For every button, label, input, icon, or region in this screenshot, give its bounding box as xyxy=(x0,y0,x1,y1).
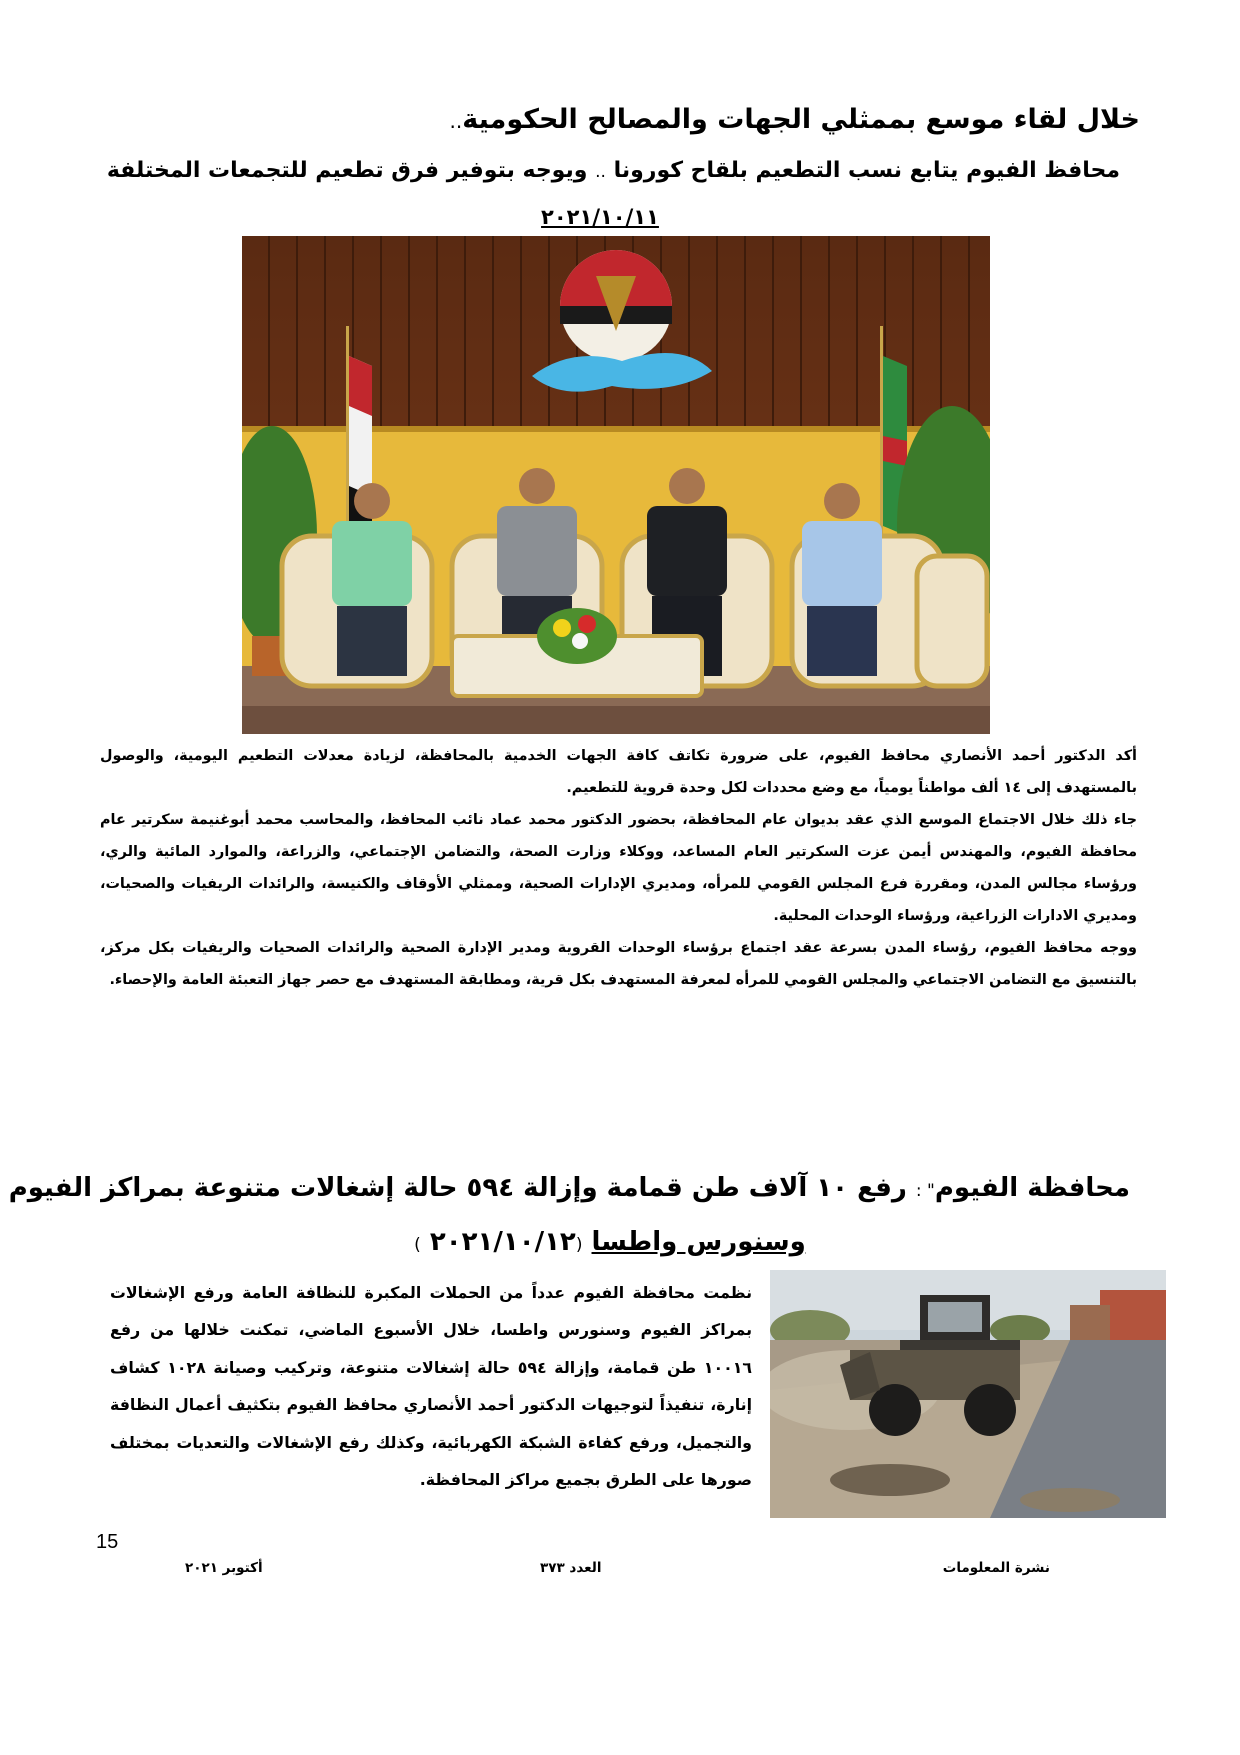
article2-date-open: ( xyxy=(575,1235,583,1255)
footer-month: أكتوبر ٢٠٢١ xyxy=(185,1560,263,1576)
article1-paragraph-1: أكد الدكتور أحمد الأنصاري محافظ الفيوم، على ضرورة تكاتف كافة الجهات الخدمية بالمحافظة، لزيادة معدلات التطعيم اليومية، والوصول بالمستهدف إلى ١٤ ألف مواطناً يومياً، مع وضع محددات لكل وحدة قروية للتطعيم. xyxy=(100,748,1137,796)
article2-headline-line2 xyxy=(400,1222,820,1265)
article2-body xyxy=(110,1274,752,1498)
article2-headline-main: رفع ١٠ آلاف طن قمامة وإزالة ٥٩٤ حالة إشغالات متنوعة بمراكز الفيوم xyxy=(8,1173,907,1203)
article1-body xyxy=(100,740,1137,996)
article1-kicker-dots: .. xyxy=(449,109,463,133)
article1-headline-a: محافظ الفيوم يتابع نسب التطعيم بلقاح كورونا xyxy=(613,158,1120,183)
article1-kicker xyxy=(100,100,1140,141)
article1-paragraph-2: جاء ذلك خلال الاجتماع الموسع الذي عقد بديوان عام المحافظة، بحضور الدكتور محمد عماد نائب المحافظ، والمحاسب محمد أبوغنيمة سكرتير عام محافظة الفيوم، والمهندس أيمن عزت السكرتير العام المساعد، ووكلاء وزارت الصحة، والتضامن الإجتماعي، والزراعة، والموارد المائية والري، ورؤساء مجالس المدن، ومقررة فرع المجلس القومي للمرأه، ومديري الإدارات الصحية، وممثلي الأوقاف والكنيسة، والرائدات الريفيات والصحيات، ومديري الادارات الزراعية، ورؤساء الوحدات المحلية. xyxy=(100,812,1137,924)
meeting-photo xyxy=(242,236,990,734)
article1-headline xyxy=(106,153,1120,190)
article2-date-close: ) xyxy=(414,1235,421,1255)
article2-date: ٢٠٢١/١٠/١٢ xyxy=(429,1227,576,1257)
article1-paragraph-3: ووجه محافظ الفيوم، رؤساء المدن بسرعة عقد اجتماع برؤساء الوحدات القروية ومدير الإدارة الصحية والرائدات الصحيات والريفيات بكل مركز، بالتنسيق مع التضامن الاجتماعي والمجلس القومي للمرأه لمعرفة المستهدف بكل قرية، ومطابقة المستهدف مع حصر جهاز التعبئة العامة والإحصاء. xyxy=(100,940,1137,988)
article1-kicker-text: خلال لقاء موسع بممثلي الجهات والمصالح الحكومية xyxy=(462,104,1140,135)
article2-headline-quote: " : xyxy=(915,1181,935,1201)
bulldozer-photo xyxy=(770,1270,1166,1518)
article2-headline-prefix: محافظة الفيوم xyxy=(934,1173,1130,1203)
article2-headline xyxy=(8,1168,1130,1211)
page-number: 15 xyxy=(96,1531,119,1553)
article1-headline-separator: .. xyxy=(595,162,606,182)
article1-headline-b: ويوجه بتوفير فرق تطعيم للتجمعات المختلفة xyxy=(106,158,588,183)
footer-issue: العدد ٣٧٣ xyxy=(540,1560,602,1576)
article1-date: ٢٠٢١/١٠/١١ xyxy=(541,205,659,229)
footer-publication: نشرة المعلومات xyxy=(942,1560,1050,1576)
article2-headline-line2-text: وسنورس واطسا xyxy=(591,1227,806,1257)
article2-paragraph: نظمت محافظة الفيوم عدداً من الحملات المكبرة للنظافة العامة ورفع الإشغالات بمراكز الفيوم وسنورس واطسا، خلال الأسبوع الماضي، تمكنت خلالها من رفع ١٠٠١٦ طن قمامة، وإزالة ٥٩٤ حالة إشغالات متنوعة، وتركيب وصيانة ١٠٢٨ كشاف إنارة، تنفيذاً لتوجيهات الدكتور أحمد الأنصاري محافظ الفيوم بتكثيف أعمال النظافة والتجميل، ورفع كفاءة الشبكة الكهربائية، وكذلك رفع الإشغالات والتعديات بمختلف صورها على الطرق بجميع مراكز المحافظة. xyxy=(110,1283,753,1490)
